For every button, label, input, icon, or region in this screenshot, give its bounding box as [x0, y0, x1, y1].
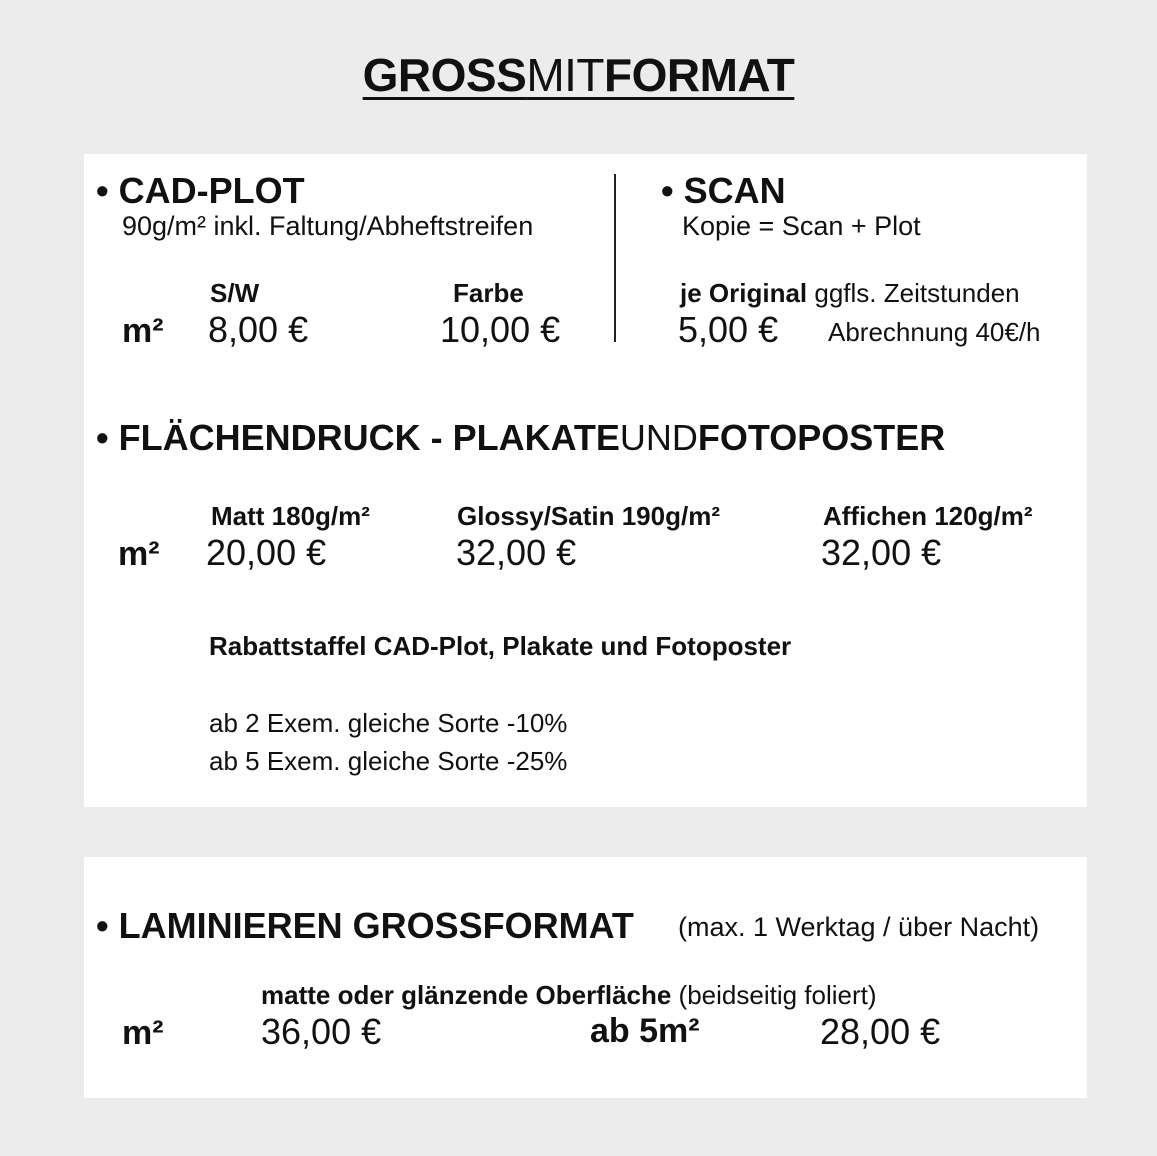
- glossy-price: 32,00 €: [456, 532, 577, 573]
- scan-note: Abrechnung 40€/h: [828, 317, 1041, 347]
- cad-unit: m²: [122, 312, 164, 350]
- laminieren-price: 36,00 €: [261, 1011, 382, 1052]
- laminieren-note: (max. 1 Werktag / über Nacht): [678, 912, 1040, 942]
- affichen-price: 32,00 €: [821, 532, 942, 573]
- laminieren-bulk-label: ab 5m²: [590, 1012, 700, 1050]
- cad-sw-label: S/W: [210, 278, 260, 308]
- laminieren-bulk-price: 28,00 €: [820, 1011, 941, 1052]
- matt-price: 20,00 €: [206, 532, 327, 573]
- page-title: GROSSMITFORMAT: [362, 49, 795, 101]
- flaechendruck-unit: m²: [118, 535, 160, 573]
- cad-sw-price: 8,00 €: [208, 309, 309, 350]
- rabatt-title: Rabattstaffel CAD-Plot, Plakate und Fotoposter: [209, 631, 792, 661]
- flaechendruck-heading: • FLÄCHENDRUCK - PLAKATEUNDFOTOPOSTER: [96, 417, 946, 458]
- scan-subtitle: Kopie = Scan + Plot: [682, 211, 921, 241]
- laminieren-panel: [84, 857, 1087, 1098]
- matt-label: Matt 180g/m²: [211, 501, 370, 531]
- rabatt-line: ab 5 Exem. gleiche Sorte -25%: [209, 746, 568, 776]
- cad-farbe-price: 10,00 €: [440, 309, 561, 350]
- glossy-label: Glossy/Satin 190g/m²: [457, 501, 720, 531]
- scan-heading: • SCAN: [661, 170, 786, 211]
- scan-label: je Original ggfls. Zeitstunden: [680, 278, 1020, 308]
- cad-plot-subtitle: 90g/m² inkl. Faltung/Abheftstreifen: [122, 211, 534, 241]
- laminieren-heading: • LAMINIEREN GROSSFORMAT: [96, 905, 634, 946]
- cad-plot-heading: • CAD-PLOT: [96, 170, 305, 211]
- column-divider: [614, 174, 616, 342]
- scan-price: 5,00 €: [678, 309, 779, 350]
- laminieren-label: matte oder glänzende Oberfläche (beidseitig foliert): [261, 980, 877, 1010]
- affichen-label: Affichen 120g/m²: [823, 501, 1033, 531]
- cad-farbe-label: Farbe: [453, 278, 524, 308]
- laminieren-unit: m²: [122, 1014, 164, 1052]
- rabatt-line: ab 2 Exem. gleiche Sorte -10%: [209, 708, 568, 738]
